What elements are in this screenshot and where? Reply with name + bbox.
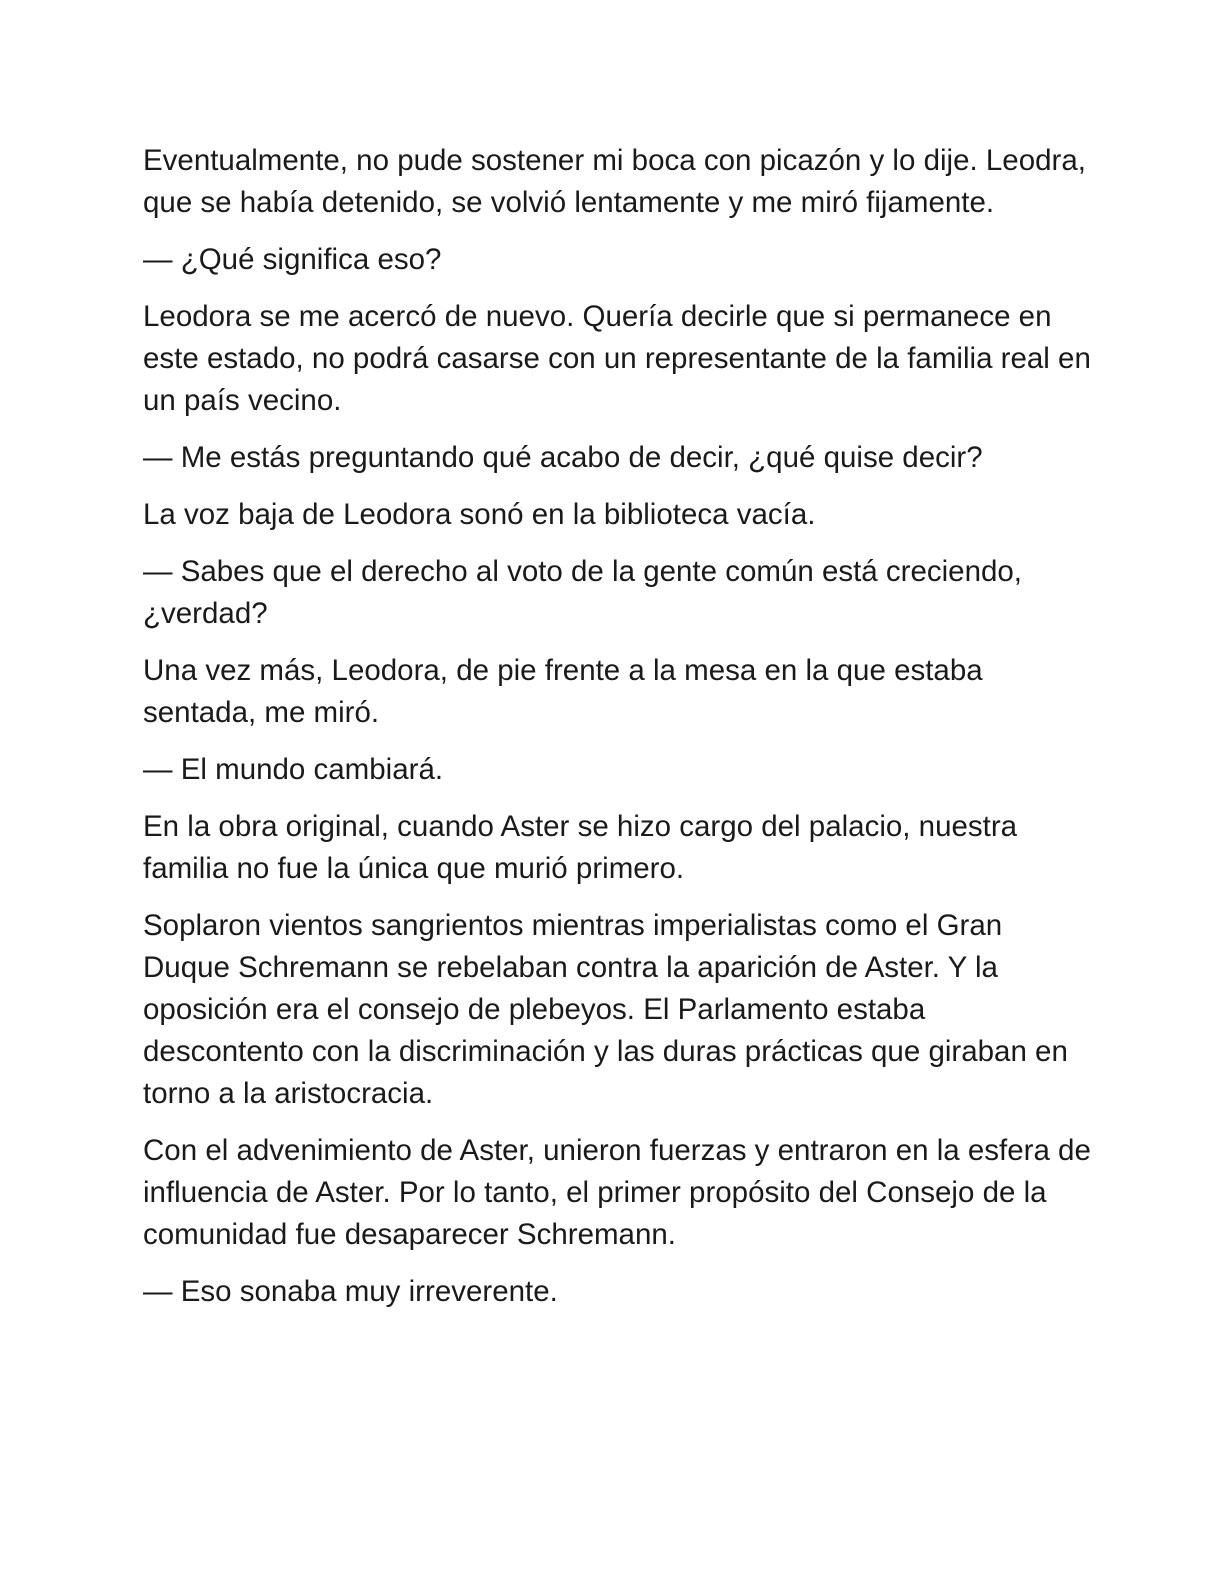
- paragraph-8-dialogue: — El mundo cambiará.: [143, 753, 444, 786]
- paragraph-6-dialogue: — Sabes que el derecho al voto de la gente común está creciendo, ¿verdad?: [143, 555, 1023, 630]
- paragraph-2-dialogue: — ¿Qué significa eso?: [143, 243, 442, 276]
- paragraph-11: Con el advenimiento de Aster, unieron fuerzas y entraron en la esfera de influencia de Aster. Por lo tanto, el primer propósito del Consejo de la comunidad fue desaparecer Schremann.: [143, 1134, 1091, 1251]
- paragraph-5: La voz baja de Leodora sonó en la biblioteca vacía.: [143, 498, 816, 531]
- paragraph-10: Soplaron vientos sangrientos mientras imperialistas como el Gran Duque Schremann se rebelaban contra la aparición de Aster. Y la oposición era el consejo de plebeyos. El Parlamento estaba descontento con la discriminación y las duras prácticas que giraban en torno a la aristocracia.: [143, 909, 1068, 1110]
- paragraph-9: En la obra original, cuando Aster se hizo cargo del palacio, nuestra familia no fue la única que murió primero.: [143, 810, 1018, 885]
- paragraph-1: Eventualmente, no pude sostener mi boca con picazón y lo dije. Leodra, que se había detenido, se volvió lentamente y me miró fijamente.: [143, 144, 1086, 219]
- paragraph-7: Una vez más, Leodora, de pie frente a la mesa en la que estaba sentada, me miró.: [143, 654, 983, 729]
- document-page: [143, 140, 1093, 1328]
- paragraph-12-dialogue: — Eso sonaba muy irreverente.: [143, 1275, 558, 1308]
- paragraph-3: Leodora se me acercó de nuevo. Quería decirle que si permanece en este estado, no podrá casarse con un representante de la familia real en un país vecino.: [143, 300, 1091, 417]
- paragraph-4-dialogue: — Me estás preguntando qué acabo de decir, ¿qué quise decir?: [143, 441, 983, 474]
